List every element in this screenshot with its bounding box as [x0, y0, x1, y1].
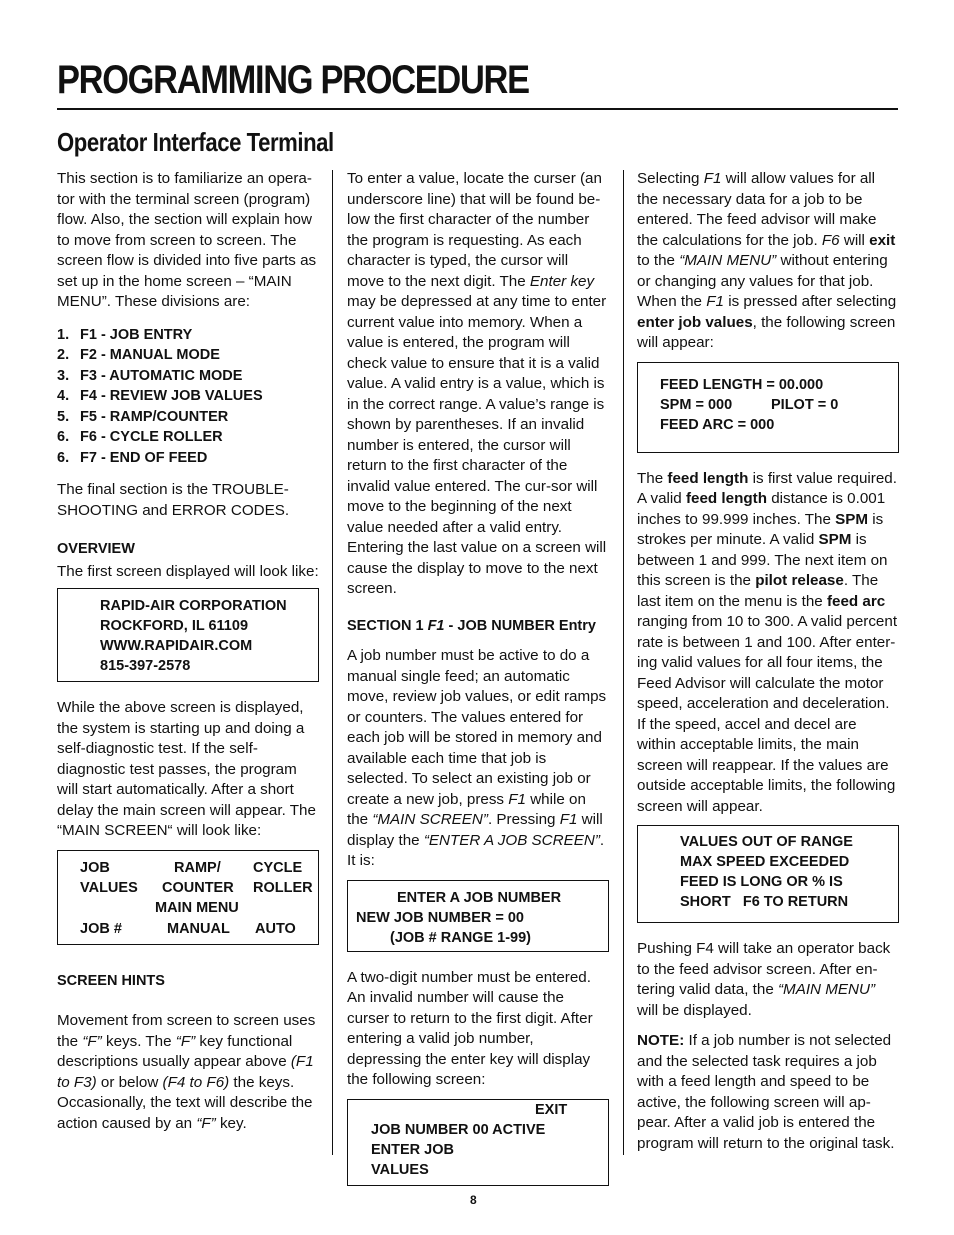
list-text: F4 - REVIEW JOB VALUES: [80, 388, 263, 404]
list-number: 1.: [57, 326, 70, 343]
list-item: [57, 386, 319, 407]
column-divider-left: [332, 170, 333, 1155]
list-text: F3 - AUTOMATIC MODE: [80, 367, 243, 384]
list-item: [57, 407, 319, 428]
screen-line: FEED LENGTH = 00.000: [660, 376, 824, 393]
list-item: [57, 448, 319, 469]
screen-hints-paragraph: Movement from screen to screen uses the “F” keys. The “F” key functional descriptions usually appear above (F1 to F3) or below (F4 to F6) the keys. Occasionally, the text will describe the action caused by an “F” key.: [57, 1012, 316, 1132]
intro-paragraph: This section is to familiarize an opera-tor with the terminal screen (program) flow. Also, the section will explain how to move from screen to screen. The screen flow is divided into five parts as set up in the home screen – “MAIN MENU”. These divisions are:: [57, 170, 317, 310]
feed-length-paragraph: The feed length is first value required. A valid feed length distance is 0.001 inches to 99.999 inches. The SPM is strokes per minute. A valid SPM is between 1 and 999. The next item on this screen is the pilot release. The last item on the menu is the feed arc ranging from 10 to 300. A valid percent rate is between 1 and 100. After enter-ing valid values for all four items, the Feed Advisor will calculate the motor speed, acceleration and deceleration. If the speed, accel and decel are within acceptable limits, the main screen will reappear. If the values are outside acceptable limits, the following screen will appear.: [637, 469, 898, 815]
screen-label: VALUES: [80, 879, 138, 896]
screen-label: AUTO: [255, 920, 296, 937]
list-number: 6.: [57, 429, 70, 445]
list-text: F5 - RAMP/COUNTER: [80, 408, 229, 425]
list-item: [57, 427, 319, 448]
screen-label: MANUAL: [167, 920, 230, 937]
screen-line: JOB NUMBER 00 ACTIVE: [371, 1121, 546, 1138]
list-number: 6.: [57, 449, 70, 466]
screen-label: CYCLE: [253, 859, 303, 876]
screen-line: 815-397-2578: [100, 658, 191, 674]
column-3: [637, 169, 899, 1166]
section-title: Operator Interface Terminal: [57, 127, 334, 157]
screen-line: ROCKFORD, IL 61109: [100, 618, 249, 634]
enter-job-screen-box: [347, 880, 609, 952]
column-1: [57, 169, 319, 1146]
screen-line: RAPID-AIR CORPORATION: [100, 598, 287, 614]
startup-screen-box: [57, 588, 319, 682]
list-text: F1 - JOB ENTRY: [80, 326, 193, 343]
feed-values-screen-box: [637, 362, 899, 453]
screen-line: WWW.RAPIDAIR.COM: [100, 638, 253, 654]
select-f1-paragraph: Selecting F1 will allow values for all the necessary data for a job to be entered. The feed advisor will make the calculations for the job. F6 will exit to the “MAIN MENU” without entering or changing any values for that job. When the F1 is pressed after selecting enter job values, the following screen will appear:: [637, 170, 897, 351]
screen-line: SPM = 000 PILOT = 0: [660, 396, 839, 413]
screen-label: JOB #: [80, 920, 122, 937]
list-number: 4.: [57, 388, 70, 404]
screen-label: JOB: [80, 859, 110, 876]
list-text: F6 - CYCLE ROLLER: [80, 429, 223, 445]
section-1-heading: SECTION 1 F1 - JOB NUMBER Entry: [347, 617, 596, 634]
two-digit-paragraph: A two-digit number must be entered. An invalid number will cause the curser to return to the first digit. After entering a valid job number, depressing the enter key will display the following screen:: [347, 968, 593, 1088]
note-paragraph: NOTE: If a job number is not selected and the selected task requires a job with a feed length and speed to be active, the following screen will ap-pear. After a valid job is entered the program will return to the original task.: [637, 1032, 895, 1152]
list-text: F7 - END OF FEED: [80, 449, 208, 466]
screen-line: ENTER JOB: [371, 1141, 454, 1158]
final-section-paragraph: The final section is the TROUBLE-SHOOTING and ERROR CODES.: [57, 481, 290, 519]
screen-hints-heading: SCREEN HINTS: [57, 972, 165, 989]
entry-paragraph: To enter a value, locate the curser (an underscore line) that will be found be-low the first character of the number the program is requesting. As each character is typed, the cursor will move to the next digit. The Enter key may be depressed at any time to enter current value into memory. When a value is entered, the program will check value to ensure that it is a valid value. A valid entry is a value, which is in the correct range. A value’s range is shown by parentheses. If an invalid number is entered, the cursor will return to the first character of the invalid value entered. The cur-sor will move to the beginning of the next value needed after a valid entry. Entering the last value on a screen will cause the display to move to the next screen.: [347, 170, 607, 597]
list-number: 2.: [57, 347, 70, 363]
list-number: 5.: [57, 408, 70, 425]
screen-label: RAMP/: [174, 859, 221, 876]
screen-line: NEW JOB NUMBER = 00: [356, 909, 524, 926]
screen-label: ROLLER: [253, 879, 313, 896]
column-divider-right: [623, 170, 624, 1155]
screen-line: (JOB # RANGE 1-99): [390, 929, 532, 946]
main-screen-box: [57, 850, 319, 945]
job-active-screen-box: [347, 1099, 609, 1186]
screen-line: SHORT F6 TO RETURN: [680, 894, 849, 910]
list-item: [57, 366, 319, 387]
screen-line: EXIT: [535, 1101, 568, 1118]
list-item: [57, 345, 319, 366]
screen-line: ENTER A JOB NUMBER: [397, 889, 562, 906]
page-number: 8: [470, 1193, 477, 1207]
column-2: [347, 169, 609, 1202]
job-number-paragraph: A job number must be active to do a manual single feed; an automatic move, review job values, or edit ramps or counters. The values entered for each job will be stored in memory and available each time that job is selected. To select an existing job or create a new job, press F1 while on the “MAIN SCREEN”. Pressing F1 will display the “ENTER A JOB SCREEN”. It is:: [347, 647, 607, 869]
overview-paragraph: The first screen displayed will look like:: [57, 562, 319, 580]
screen-line: VALUES OUT OF RANGE: [680, 834, 853, 850]
overview-heading: OVERVIEW: [57, 541, 135, 557]
pushing-f4-paragraph: Pushing F4 will take an operator back to the feed advisor screen. After en-tering valid data, the “MAIN MENU” will be displayed.: [637, 940, 891, 1019]
screen-label: COUNTER: [162, 879, 234, 896]
screen-line: FEED IS LONG OR % IS: [680, 874, 843, 890]
startup-paragraph: While the above screen is displayed, the system is starting up and doing a self-diagnostic test. If the self-diagnostic test passes, the program will start automatically. After a short delay the main screen will appear. The “MAIN SCREEN“ will look like:: [57, 699, 316, 839]
screen-line: VALUES: [371, 1161, 429, 1178]
screen-line: MAX SPEED EXCEEDED: [680, 854, 850, 870]
screen-line: FEED ARC = 000: [660, 416, 775, 433]
list-number: 3.: [57, 367, 70, 384]
list-text: F2 - MANUAL MODE: [80, 347, 220, 363]
out-of-range-screen-box: [637, 825, 899, 923]
title-rule: [57, 108, 898, 110]
division-list: [57, 325, 319, 469]
list-item: [57, 325, 319, 346]
screen-label: MAIN MENU: [155, 899, 239, 916]
page-title: PROGRAMMING PROCEDURE: [57, 58, 529, 102]
